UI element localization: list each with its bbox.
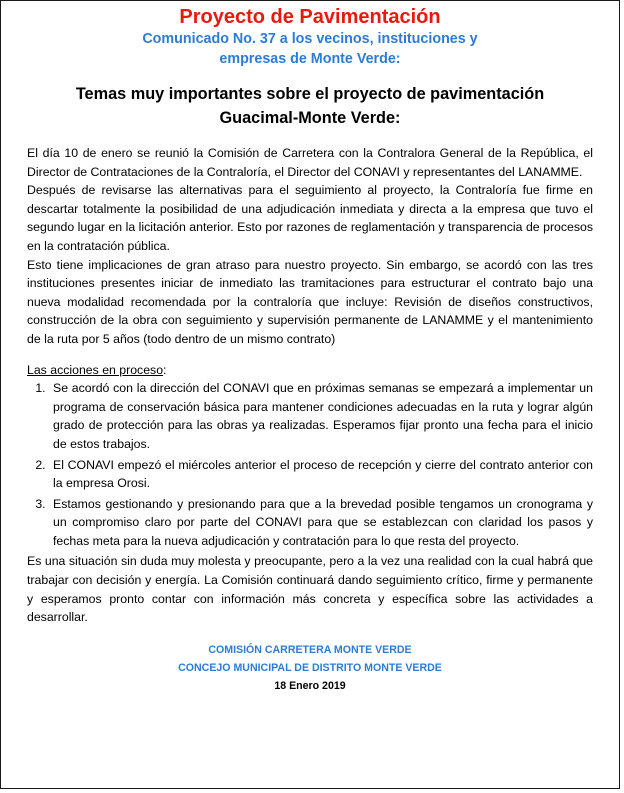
signature-block [27, 641, 593, 695]
paragraph-contraloria: Después de revisarse las alternativas para el seguimiento al proyecto, la Contraloría fue firme en descartar totalmente la posibilidad de una adjudicación inmediata y directa a la empresa que tuvo el segundo lugar en la licitación anterior. Esto por razones de reglamentación y transparencia de procesos en la contratación pública. [27, 183, 593, 253]
actions-heading-row [27, 361, 593, 380]
closing-paragraph: Es una situación sin duda muy molesta y preocupante, pero a la vez una realidad con la cual habrá que trabajar con decisión y energía. La Comisión continuará dando seguimiento crítico, firme y permanente y esperamos pronto contar con información más concreta y específica sobre las actividades a desarrollar. [27, 554, 593, 625]
signature-date: 18 Enero 2019 [274, 679, 346, 692]
paragraph-implications: Esto tiene implicaciones de gran atraso para nuestro proyecto. Sin embargo, se acordó con las tres instituciones presentes iniciar de inmediato las tramitaciones para estructurar el contrato bajo una nueva modalidad recomendada por la contraloría que incluye: Revisión de diseños constructivos, construcción de la obra con seguimiento y supervisión permanente de LANAMME y el mantenimiento de la ruta por 5 años (todo dentro de un mismo contrato) [27, 257, 593, 346]
signature-commission: COMISIÓN CARRETERA MONTE VERDE [208, 643, 412, 656]
signature-council: CONCEJO MUNICIPAL DE DISTRITO MONTE VERDE [178, 661, 442, 674]
topics-heading [27, 82, 593, 130]
subtitle-line-2: empresas de Monte Verde: [219, 51, 401, 67]
paragraph-meeting: El día 10 de enero se reunió la Comisión de Carretera con la Contralora General de la República, el Director de Contrataciones de la Contraloría, el Director del CONAVI y representantes del LANAMME. [27, 146, 593, 179]
action-item: 1. Se acordó con la dirección del CONAVI que en próximas semanas se empezará a implementar un programa de conservación básica para mantener condiciones adecuadas en la ruta y lograr algún grado de protección para las obras ya realizadas. Esperamos fijar pronto una fecha para el inicio de estos trabajos. [49, 379, 593, 453]
actions-heading: Las acciones en proceso [27, 362, 164, 377]
section-spacer [27, 349, 593, 361]
topics-heading-line-1: Temas muy importantes sobre el proyecto de pavimentación [75, 85, 545, 103]
document-title: Proyecto de Pavimentación [179, 6, 441, 28]
topics-heading-line-2: Guacimal-Monte Verde: [219, 109, 401, 127]
actions-list [27, 379, 593, 550]
subtitle-line-1: Comunicado No. 37 a los vecinos, instituciones y [142, 31, 478, 47]
document-body [27, 144, 593, 627]
document-subtitle [27, 29, 593, 69]
action-item: 2. El CONAVI empezó el miércoles anterior el proceso de recepción y cierre del contrato anterior con la empresa Orosi. [49, 456, 593, 493]
actions-heading-colon: : [163, 362, 167, 377]
action-item: 3. Estamos gestionando y presionando para que a la brevedad posible tengamos un cronograma y un compromiso claro por parte del CONAVI para que se establezcan con claridad los pasos y fechas meta para la nueva adjudicación y contratación para lo que resta del proyecto. [49, 495, 593, 551]
